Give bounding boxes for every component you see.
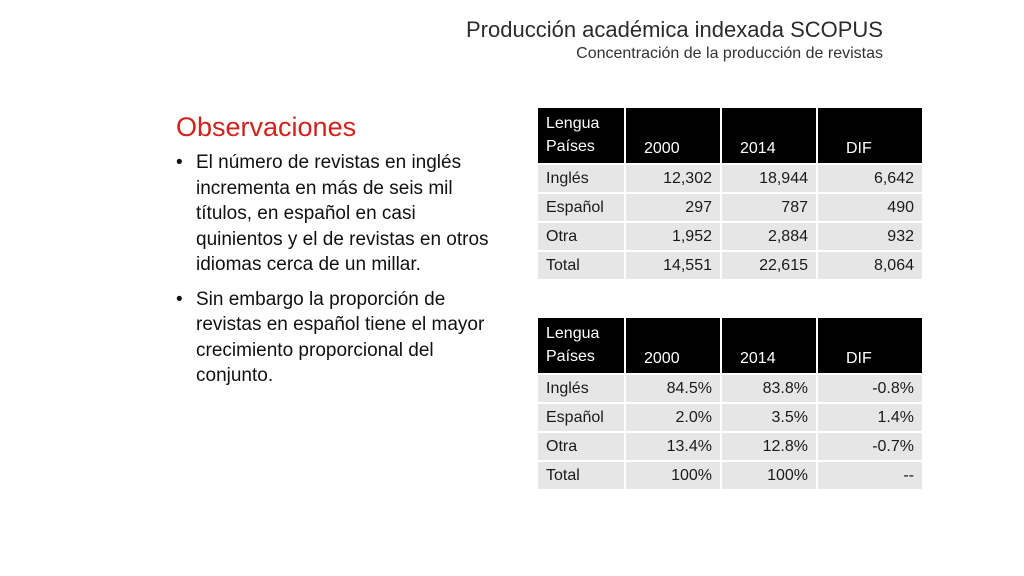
cell-dif: 932 [818,223,922,250]
slide-title: Producción académica indexada SCOPUS [465,17,883,42]
table-row [538,404,922,431]
table-row [538,433,922,460]
header-2014: 2014 [722,318,816,373]
cell-lang: Español [538,404,624,431]
cell-2014: 2,884 [722,223,816,250]
cell-2000: 2.0% [626,404,720,431]
cell-lang: Inglés [538,165,624,192]
cell-2014: 18,944 [722,165,816,192]
header-paises: Países [546,348,595,365]
table-row [538,223,922,250]
cell-dif: 8,064 [818,252,922,279]
cell-lang: Español [538,194,624,221]
header-2014: 2014 [722,108,816,163]
cell-lang: Inglés [538,375,624,402]
cell-2000: 297 [626,194,720,221]
table-row [538,375,922,402]
cell-lang: Total [538,462,624,489]
cell-2014: 100% [722,462,816,489]
observation-text: El número de revistas en inglés incrementa en más de seis mil títulos, en español en casi quinientos y el de revistas en otros idiomas cerca de un millar. [196,152,489,275]
header-lengua-paises [538,108,624,163]
table-row [538,462,922,489]
counts-table [536,106,924,281]
cell-2000: 13.4% [626,433,720,460]
table-row [538,165,922,192]
observations-panel [176,110,506,398]
cell-2000: 84.5% [626,375,720,402]
header-dif: DIF [818,318,922,373]
table-row [538,194,922,221]
bullet-icon: • [176,288,183,310]
header-lengua-paises [538,318,624,373]
cell-lang: Total [538,252,624,279]
table-header-row [538,108,922,163]
cell-2000: 12,302 [626,165,720,192]
cell-dif: 490 [818,194,922,221]
title-block [466,16,883,64]
header-2000: 2000 [626,108,720,163]
cell-2000: 100% [626,462,720,489]
slide-subtitle: Concentración de la producción de revistas [576,45,883,62]
header-dif: DIF [818,108,922,163]
cell-2014: 3.5% [722,404,816,431]
observations-heading: Observaciones [176,112,357,142]
observations-list [176,150,506,389]
cell-2014: 22,615 [722,252,816,279]
cell-lang: Otra [538,433,624,460]
observation-item [176,150,506,278]
header-2000: 2000 [626,318,720,373]
cell-dif: -0.7% [818,433,922,460]
cell-2014: 787 [722,194,816,221]
table-row [538,252,922,279]
cell-dif: 1.4% [818,404,922,431]
header-lengua: Lengua [546,115,600,132]
observation-item [176,287,506,389]
cell-lang: Otra [538,223,624,250]
cell-dif: -0.8% [818,375,922,402]
percent-table [536,316,924,491]
cell-2014: 12.8% [722,433,816,460]
bullet-icon: • [176,152,183,173]
observation-text: Sin embargo la proporción de revistas en español tiene el mayor crecimiento proporcional del conjunto. [196,288,485,386]
cell-2000: 1,952 [626,223,720,250]
table-header-row [538,318,922,373]
header-lengua: Lengua [546,325,600,342]
cell-2000: 14,551 [626,252,720,279]
cell-dif: 6,642 [818,165,922,192]
cell-2014: 83.8% [722,375,816,402]
cell-dif: -- [818,462,922,489]
header-paises: Países [546,138,595,155]
